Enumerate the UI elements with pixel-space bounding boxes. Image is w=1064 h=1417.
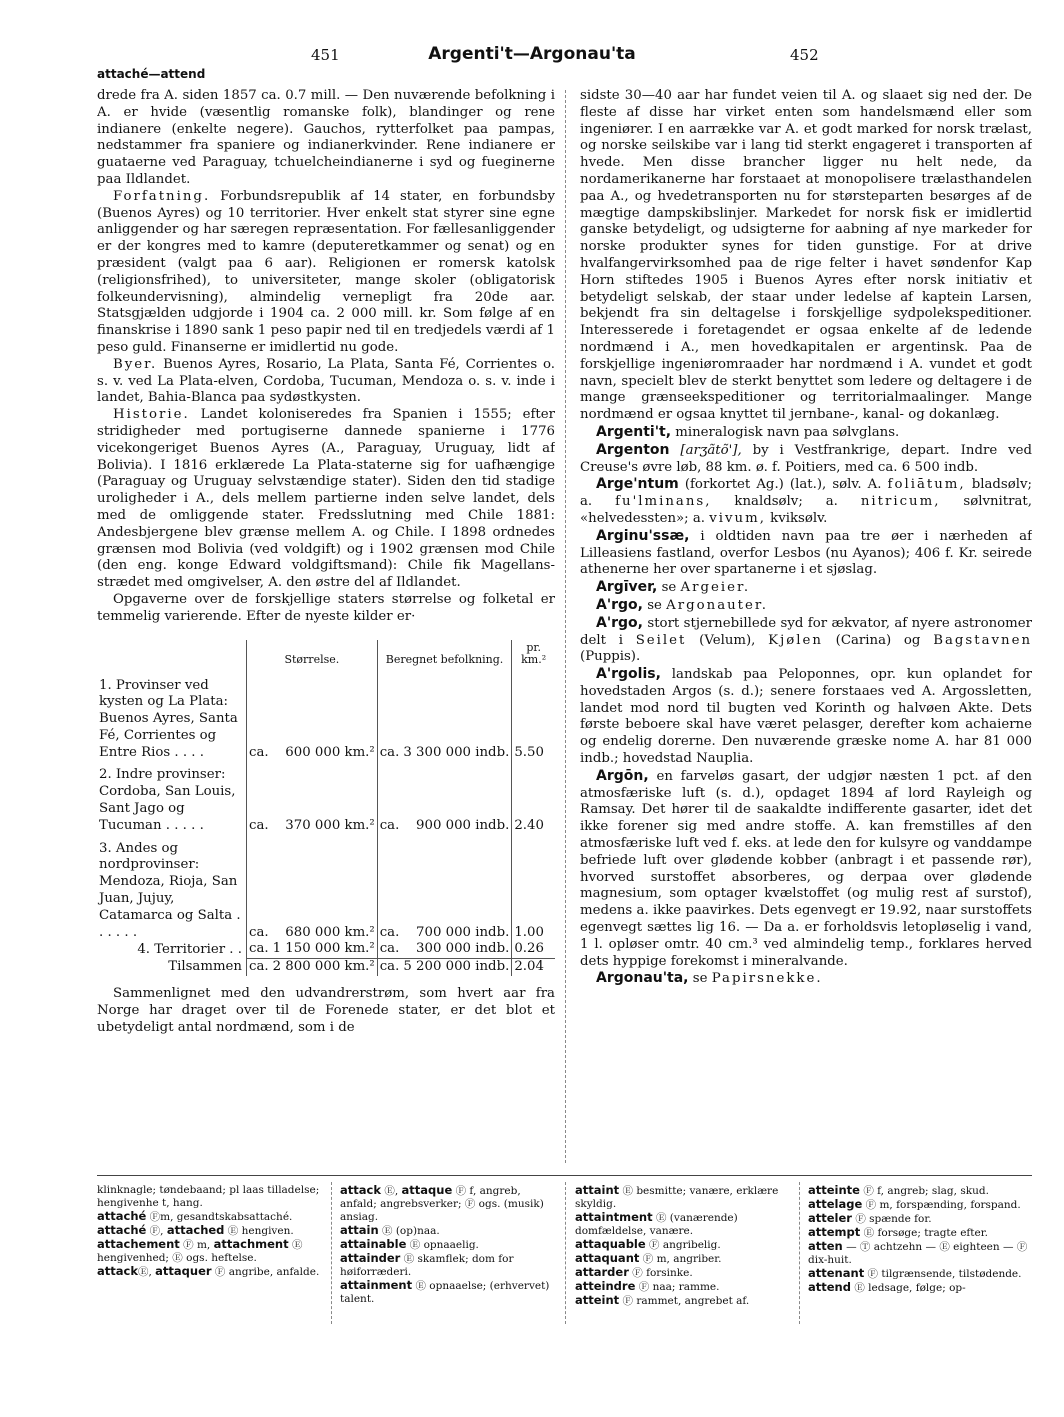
spaced-term: nitricum, [860, 494, 941, 510]
footer-headword: atteler [808, 1211, 852, 1225]
footer-column-4 [808, 1184, 1034, 1324]
spaced-term: foliātum, [887, 477, 966, 493]
footer-entry-text: Ⓕ m, [183, 1239, 211, 1251]
footer-headword: atteint [575, 1293, 620, 1307]
footer-headword: attarder [575, 1265, 629, 1279]
row-size: 1 150 000 km.² [272, 941, 375, 957]
entry-text: se [692, 971, 708, 987]
page-number-right: 452 [790, 46, 819, 64]
footer-entry-text: Ⓔ opnaaelig. [409, 1239, 479, 1251]
row-ca: ca. [247, 941, 271, 958]
footer-entry [808, 1281, 1034, 1295]
section-label-historie: Historie. [113, 407, 190, 423]
pronunciation: [arʒãtõ'], [680, 442, 742, 458]
paragraph-opgaverne: Opgaverne over de forskjellige staters størrelse og folketal er temmelig varierende. Efter de nyeste kilder er· [97, 591, 555, 624]
footer-entry-text: Ⓔ (vanærende) domfældelse, vanære. [575, 1212, 738, 1237]
footer-column-1 [97, 1184, 322, 1324]
footer-headword: attaintment [575, 1210, 653, 1224]
footer-entry [340, 1224, 558, 1238]
footer-entry-text: Ⓔ forsøge; tragte efter. [863, 1227, 988, 1239]
footer-entry [97, 1238, 322, 1265]
total-density: 2.04 [512, 959, 555, 976]
entry-text: by i Vestfrankrige, depart. Indre ved Creuse's øvre løb, 88 km. ø. f. Poitiers, med ca. 6 500 indb. [580, 442, 1032, 475]
entry-text: bladsølv; a. [580, 477, 1032, 510]
footer-headword: attain [340, 1223, 379, 1237]
footer-entry-text: Ⓕ spænde for. [855, 1213, 932, 1225]
paragraph-population: drede fra A. siden 1857 ca. 0.7 mill. — Den nuværende befolkning i A. er hvide (væsentlig romanske folk), blandinger og rene indianere (enkelte negere). Gauchos, rytterfolket paa pampas, nedstammer fra spaniere og indianerkvinder. Rene indianere er guataerne ved Paraguay, tchuelcheindianerne i syd og fueginerne paa Ildlandet. [97, 88, 555, 187]
footer-column-2 [340, 1184, 558, 1324]
row-density: 5.50 [512, 672, 555, 762]
footer-headword: attack [97, 1264, 138, 1278]
headword: Arginu'ssæ, [596, 527, 690, 544]
footer-entry [808, 1184, 1034, 1198]
row-ca: ca. [247, 672, 271, 762]
footer-entry [97, 1265, 322, 1279]
headword: Argenton [596, 441, 670, 458]
entry-text: mineralogisk navn paa sølvglans. [675, 424, 900, 440]
table-row [97, 941, 555, 958]
entry-argentum [580, 476, 1032, 527]
row-density: 1.00 [512, 835, 555, 942]
footer-entry [575, 1184, 793, 1211]
footer-entry-text: Ⓕ naa; ramme. [638, 1281, 720, 1293]
table-row [97, 835, 555, 942]
footer-entry [808, 1198, 1034, 1212]
footer-entry-text: Ⓔ, [384, 1185, 399, 1197]
footer-entry [575, 1280, 793, 1294]
footer-entry [808, 1226, 1034, 1240]
footer-entry-text: Ⓔ besmitte; vanære, erklære skyldig. [575, 1185, 779, 1210]
footer-entry-text: Ⓕ tilgrænsende, tilstødende. [867, 1268, 1022, 1280]
footer-entry-text: Ⓔ (op)naa. [382, 1225, 440, 1237]
footer-headword: attainment [340, 1278, 413, 1292]
footer-headword: atteinte [808, 1184, 860, 1197]
row-population: 700 000 indb. [416, 924, 510, 940]
footer-entry [808, 1267, 1034, 1281]
table-row [97, 761, 555, 834]
cross-reference: Argonauter. [666, 597, 769, 613]
headword: A'rgo, [596, 596, 643, 613]
cross-reference: Papirsnekke. [711, 971, 823, 987]
entry-text: kviksølv. [770, 510, 828, 526]
spaced-term: Bagstavnen [933, 632, 1032, 648]
row-ca: ca. [377, 941, 401, 958]
footer-entry-text: Ⓕ m, forspænding, forspand. [865, 1199, 1021, 1211]
footer-headword: attaché [97, 1209, 147, 1223]
right-column [580, 88, 1032, 1168]
paragraph-byer [97, 357, 555, 407]
entry-argo-2 [580, 615, 1032, 666]
footer-divider [565, 1182, 566, 1324]
footer-headword: attachement [97, 1237, 180, 1251]
spaced-term: fu'lminans, [615, 494, 712, 510]
footer-headword: atteindre [575, 1279, 636, 1293]
footer-column-3 [575, 1184, 793, 1324]
footer-entry [97, 1210, 322, 1224]
row-ca: ca. [247, 761, 271, 834]
footer-divider [97, 1175, 1032, 1176]
footer-entry [575, 1238, 793, 1252]
column-divider [565, 90, 566, 1163]
paragraph-forfatning [97, 189, 555, 357]
paragraph-continued: sidste 30—40 aar har fundet veien til A. og slaaet sig ned der. De fleste af disse har virket enten som handelsmænd eller som ingeniører. I en aarrække var A. et godt marked for norsk trælast, og norske seilskibe var i lang tid sterkt engageret i transporten af hvede. Men disse brancher ligger nu helt nede, da nordamerikanerne har forstaaet at monopolisere trælasthandelen paa A., og hvedetransporten nu for størsteparten besørges af de mægtige dampskibslinjer. Markedet for norsk fisk er imidlertid ganske betydeligt, og udsigterne for aabning af nye markeder for norske produkter synes for tiden gunstige. For at drive hvalfangervirksomhed paa de rige felter i havet søndenfor Kap Horn stiftedes 1905 i Buenos Ayres efter norsk initiativ et betydeligt selskab, der staar under ledelse af kaptein Larsen, bekjendt fra sin deltagelse i forskjellige sydpolekspeditioner. Interesserede i foretagendet er ogsaa enkelte af de ledende nordmænd i A., men hovedkapitalen er argentinsk. Paa de forskjellige ingeniøromraader har nordmænd i A. vundet et godt navn, specielt blev de sterkt benyttet som ledere og deltagere i de mange grænseekspeditioner og territorialmaalinger. Mange nordmænd er ogsaa knyttet til jernbane-, kanal- og dokanlæg. [580, 88, 1032, 423]
footer-entry-text: Ⓕ forsinke. [632, 1267, 693, 1279]
entry-argentit [580, 424, 1032, 442]
footer-entry-text: Ⓕ m, angriber. [642, 1253, 722, 1265]
footer-headword: attend [808, 1280, 851, 1294]
footer-entry-text: Ⓕ f, angreb; slag, skud. [863, 1185, 989, 1197]
cross-reference: Argeier. [680, 580, 751, 596]
footer-entry-text: Ⓔ skamflek; dom for høiforræderi. [340, 1253, 514, 1278]
footer-entry-text: Ⓕ angribe, anfalde. [214, 1266, 320, 1278]
total-label: Tilsammen [168, 959, 242, 975]
paragraph-historie [97, 407, 555, 592]
footer-entry-text: Ⓕ f, angreb, anfald; angrebsverker; Ⓕ ogs. (musik) ansiag. [340, 1185, 544, 1223]
left-column [97, 88, 555, 1168]
historie-text: Landet koloniseredes fra Spanien i 1555; efter stridigheder med portugiserne dannede spanierne i 1776 vicekongeriget Buenos Ayres (A., Paraguay, Uruguay, lidt af Bolivia). I 1816 erklærede La Plata-staterne sig for uafhængige (Paraguay og Uruguay selvstændige stater). Siden den tid stadige uroligheder i A., dels mellem partierne inden selve landet, dels med de omliggende stater. Fredsslutning med Chile 1881: Andesbjergene blev grænse mellem A. og Chile. I 1898 ordnedes grænsen mod Bolivia (ved voldgift) og i 1902 grænsen mod Chile (den eng. konge Edward voldgiftsmand): Chile fik Magellans-strædet med omgivelser, A. den østre del af Ildlandet. [97, 407, 555, 591]
footer-entry [97, 1184, 322, 1210]
footer-entry [575, 1266, 793, 1280]
footer-entry [340, 1279, 558, 1306]
headword: A'rgo, [596, 614, 643, 631]
headword: Argīver, [596, 579, 658, 596]
footer-headword: attaint [575, 1184, 620, 1197]
row-ca: ca. [377, 672, 401, 762]
header-density: pr. km.² [512, 640, 555, 672]
headword: Argonau'ta, [596, 970, 689, 987]
footer-entry [340, 1252, 558, 1279]
table-header-row [97, 640, 555, 672]
footer-entry-text: klinknagle; tøndebaand; pl laas tilladelse; hengivenhe t, hang. [97, 1184, 320, 1209]
spaced-term: vivum, [709, 510, 766, 526]
section-label-forfatning: Forfatning. [113, 188, 211, 204]
footer-headword: attaquer [155, 1264, 212, 1278]
footer-entry-text: Ⓕ rammet, angrebet af. [622, 1295, 750, 1307]
entry-argon [580, 768, 1032, 971]
entry-text: (forkortet Ag.) (lat.), sølv. A. [684, 477, 882, 493]
footer-headword: attenant [808, 1266, 865, 1280]
entry-text: se [647, 597, 662, 613]
footer-headword: attaquant [575, 1251, 640, 1265]
footer-headword: attainder [340, 1251, 401, 1265]
footer-entry [808, 1212, 1034, 1226]
header-size: Størrelse. [247, 640, 378, 672]
section-label-byer: Byer. [113, 356, 158, 372]
entry-text: (Carina) og [835, 632, 921, 648]
total-size: 2 800 000 km.² [271, 959, 378, 976]
entry-argo-1 [580, 597, 1032, 615]
forfatning-text: Forbundsrepublik af 14 stater, en forbundsby (Buenos Ayres) og 10 territorier. Hver enkelt stat styrer sine egne anliggender og har særegen repræsentation. For fællesanliggender er der kongres med to kamre (deputeretkammer og senat) og en præsident (valgt paa 6 aar). Religionen er romersk katolsk (religionsfrihed), to universiteter, mange skoler (obligatorisk folkeundervisning), almindelig vernepligt fra 20de aar. Statsgjælden udgjorde i 1904 ca. 2 000 mill. kr. Som følge af en finanskrise i 1890 sank 1 peso papir ned til en tredjedels værdi af 1 peso guld. Finanserne er imidlertid nu gode. [97, 188, 555, 355]
footer-entry [575, 1211, 793, 1238]
table-row [97, 672, 555, 762]
footer-headword: attack [340, 1184, 381, 1197]
row-size: 680 000 km.² [285, 924, 375, 940]
table-total-row [97, 959, 555, 976]
footer-entry [575, 1294, 793, 1308]
footer-headword: atten [808, 1239, 843, 1253]
entry-text: landskab paa Peloponnes, opr. kun oplandet for hovedstaden Argos (s. d.); senere forstaaes ved A. Argossletten, landet mod nord til bugten ved Korinth og halvøen Akte. Dets første beboere skal have været pelasger, derefter kom achaierne og endelig dorerne. Den nuværende græske nome A. har 81 000 indb.; hovedstad Nauplia. [580, 667, 1032, 767]
footer-entry [97, 1224, 322, 1238]
row-label: 1. Provinser ved kysten og La Plata: Buenos Ayres, Santa Fé, Corrientes og Entre Rios . . . . [99, 677, 238, 760]
row-population: 300 000 indb. [416, 941, 510, 957]
spaced-term: Kjølen [768, 632, 823, 648]
row-label: 2. Indre provinser: Cordoba, San Louis, Sant Jago og Tucuman . . . . . [99, 767, 236, 833]
entry-text: stort stjernebillede syd for ækvator, af nyere astronomer delt i [580, 615, 1032, 648]
footer-headword: attachment [213, 1237, 289, 1251]
total-ca: ca. [377, 959, 401, 976]
footer-entry [340, 1184, 558, 1224]
footer-headword: attainable [340, 1237, 407, 1251]
footer-entry [575, 1252, 793, 1266]
spaced-term: Seilet [635, 632, 687, 648]
footer-entry-text: Ⓔ hengiven. [227, 1225, 294, 1237]
headword: Arge'ntum [596, 476, 679, 493]
entry-arginussae [580, 528, 1032, 579]
footer-entry-text: Ⓕ angribelig. [649, 1239, 721, 1251]
page-number-left: 451 [311, 46, 340, 64]
row-population: 900 000 indb. [416, 817, 510, 833]
footer-entry-text: — Ⓣ achtzehn — Ⓔ eighteen — Ⓕ dix-huit. [808, 1241, 1028, 1266]
row-label: 3. Andes og nordprovinser: Mendoza, Rioja, San Juan, Jujuy, Catamarca og Salta . . . . . . [99, 840, 241, 940]
header-population: Beregnet befolkning. [377, 640, 512, 672]
footer-entry [340, 1238, 558, 1252]
row-density: 0.26 [512, 941, 555, 958]
row-label: 4. Territorier . . [137, 941, 242, 957]
footer-headword: attaque [401, 1184, 453, 1197]
total-ca: ca. [247, 959, 271, 976]
footer-entry-text: Ⓔ opnaaelse; (erhvervet) talent. [340, 1280, 550, 1305]
footer-divider [799, 1182, 800, 1324]
footer-headword: attaché [97, 1223, 147, 1237]
running-head: Argenti't—Argonau'ta [428, 44, 636, 64]
footer-entry-text: Ⓕ, [149, 1225, 164, 1237]
total-population: 5 200 000 indb. [401, 959, 511, 976]
statistics-table [97, 640, 555, 977]
row-population: 3 300 000 indb. [403, 744, 510, 760]
footer-entry-text: Ⓔ ledsage, følge; op- [854, 1282, 966, 1294]
entry-text: (Velum), [699, 632, 756, 648]
entry-argonauta [580, 970, 1032, 988]
footer-entry-text: Ⓕm, gesandtskabsattaché. [149, 1211, 293, 1223]
row-size: 600 000 km.² [285, 744, 375, 760]
paragraph-sammenlignet: Sammenlignet med den udvandrerstrøm, som hvert aar fra Norge har draget over til de Forenede stater, er det blot et ubetydeligt antal nordmænd, som i de [97, 986, 555, 1035]
footer-headword: attelage [808, 1197, 863, 1211]
row-size: 370 000 km.² [285, 817, 375, 833]
footer-entry [808, 1240, 1034, 1267]
entry-text: en farveløs gasart, der udgjør næsten 1 pct. af den atmosfæriske luft (s. d.), opdaget 1894 af lord Rayleigh og Ramsay. Det hører til de saakaldte indifferente gasarter, idet det ikke forener sig med andre stoffe. A. kan fremstilles af den atmosfæriske luft ved f. eks. at lede den for kulsyre og vanddampe befriede luft over glødende kobber (anbragt i et passende rør), hvorved surstoffet absorberes, og derpaa over glødende magnesium, som optager kvælstoffet (og mulig rest af surstof), medens a. ikke paavirkes. Dets egenvegt er 19.92, naar surstoffets egenvegt sættes lig 16. — Da a. er forholdsvis letopløselig i vand, 1 l. opløser omtr. 40 cm.³ ved almindelig temp., forklares herved dets hyppige forekomst i mineralvande. [580, 768, 1032, 969]
row-ca: ca. [377, 835, 401, 942]
footer-divider [331, 1182, 332, 1324]
headword: Argōn, [596, 767, 649, 784]
footer-headword: attaquable [575, 1237, 646, 1251]
footer-entry-text: Ⓔ hengivenhed; Ⓔ ogs. heftelse. [97, 1239, 303, 1264]
footer-entry-text: Ⓔ, [137, 1266, 152, 1278]
headword: Argenti't, [596, 423, 672, 440]
entry-text: (Puppis). [580, 649, 641, 665]
keyword-range: attaché—attend [97, 67, 206, 81]
entry-argiver [580, 579, 1032, 597]
row-ca: ca. [247, 835, 271, 942]
entry-argolis [580, 666, 1032, 768]
footer-headword: attempt [808, 1225, 861, 1239]
row-density: 2.40 [512, 761, 555, 834]
entry-text: se [661, 580, 677, 596]
footer-headword: attached [166, 1223, 225, 1237]
entry-text: sølvnitrat, «helvedessten»; a. [580, 494, 1032, 526]
row-ca: ca. [377, 761, 401, 834]
entry-argenton [580, 442, 1032, 477]
headword: A'rgolis, [596, 666, 661, 683]
byer-text: Buenos Ayres, Rosario, La Plata, Santa Fé, Corrientes o. s. v. ved La Plata-elven, Cordoba, Tucuman, Mendoza o. s. v. inde i landet, Bahia-Blanca paa sydøstkysten. [97, 356, 555, 406]
entry-text: i oldtiden navn paa tre øer i nærheden af Lilleasiens fastland, overfor Lesbos (nu Ayanos); 406 f. Kr. seirede athenerne her over spartanerne i et sjøslag. [580, 528, 1032, 578]
entry-text: knaldsølv; a. [734, 494, 838, 510]
